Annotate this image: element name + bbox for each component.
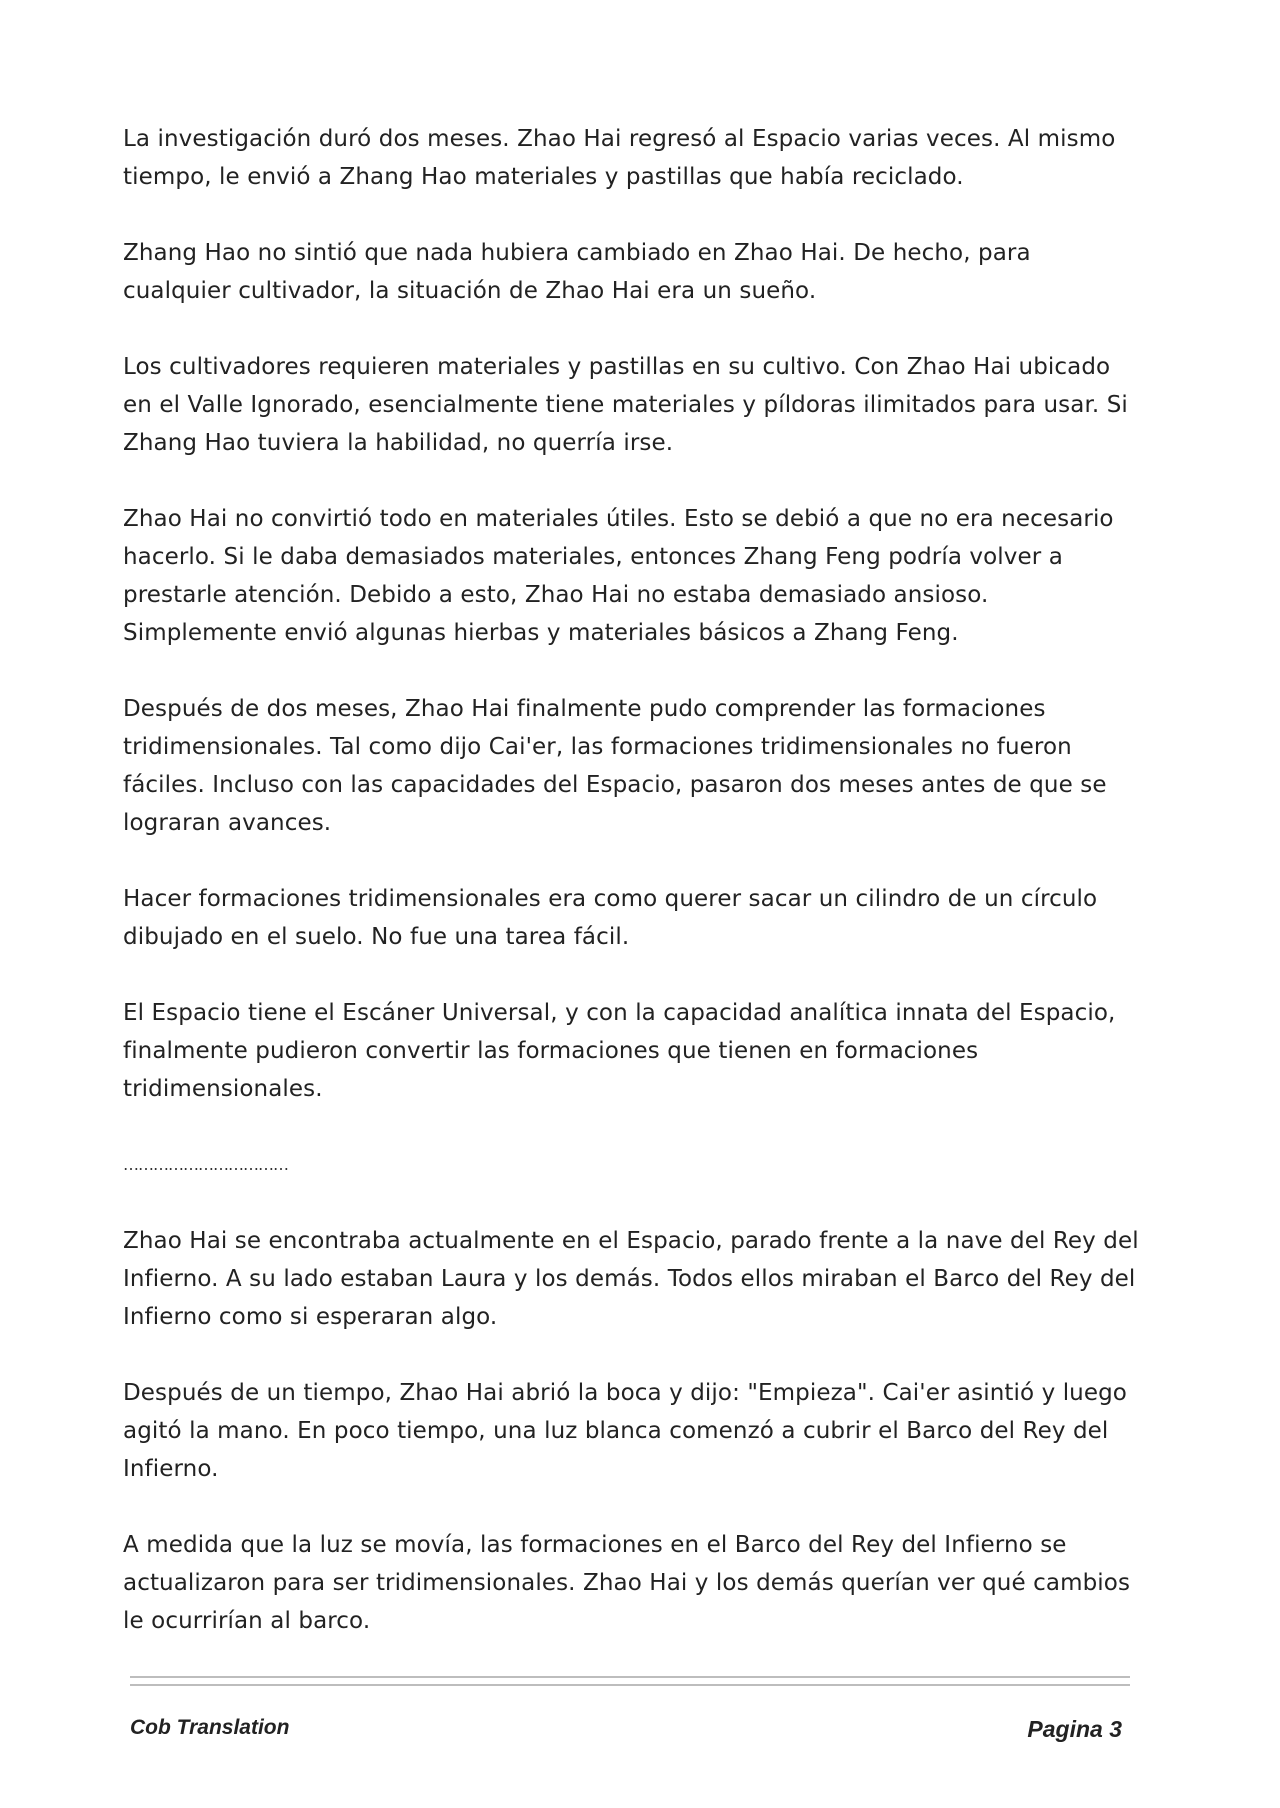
footer-divider xyxy=(130,1676,1130,1678)
paragraph: Después de un tiempo, Zhao Hai abrió la boca y dijo: "Empieza". Cai'er asintió y luego agitó la mano. En poco tiempo, una luz blanca comenzó a cubrir el Barco del Rey del Infierno. xyxy=(123,1380,1127,1482)
section-separator: …………………………… xyxy=(123,1155,288,1174)
document-body xyxy=(123,120,1143,1678)
paragraph: Los cultivadores requieren materiales y pastillas en su cultivo. Con Zhao Hai ubicado en el Valle Ignorado, esencialmente tiene materiales y píldoras ilimitados para usar. Si Zhang Hao tuviera la habilidad, no querría irse. xyxy=(123,354,1128,456)
paragraph: Zhang Hao no sintió que nada hubiera cambiado en Zhao Hai. De hecho, para cualquier cultivador, la situación de Zhao Hai era un sueño. xyxy=(123,240,1031,304)
paragraph: El Espacio tiene el Escáner Universal, y con la capacidad analítica innata del Espacio, finalmente pudieron convertir las formaciones que tienen en formaciones tridimensionales. xyxy=(123,1000,1116,1102)
paragraph: Hacer formaciones tridimensionales era como querer sacar un cilindro de un círculo dibujado en el suelo. No fue una tarea fácil. xyxy=(123,886,1098,950)
paragraph: La investigación duró dos meses. Zhao Hai regresó al Espacio varias veces. Al mismo tiempo, le envió a Zhang Hao materiales y pastillas que había reciclado. xyxy=(123,126,1116,190)
paragraph: Zhao Hai no convirtió todo en materiales útiles. Esto se debió a que no era necesario hacerlo. Si le daba demasiados materiales, entonces Zhang Feng podría volver a prestarle atención. Debido a esto, Zhao Hai no estaba demasiado ansioso. Simplemente envió algunas hierbas y materiales básicos a Zhang Feng. xyxy=(123,506,1114,646)
footer-page-number: Pagina 3 xyxy=(1027,1716,1122,1742)
paragraph: A medida que la luz se movía, las formaciones en el Barco del Rey del Infierno se actualizaron para ser tridimensionales. Zhao Hai y los demás querían ver qué cambios le ocurrirían al barco. xyxy=(123,1532,1131,1634)
paragraph: Después de dos meses, Zhao Hai finalmente pudo comprender las formaciones tridimensionales. Tal como dijo Cai'er, las formaciones tridimensionales no fueron fáciles. Incluso con las capacidades del Espacio, pasaron dos meses antes de que se lograran avances. xyxy=(123,696,1107,836)
footer-translator-credit: Cob Translation xyxy=(130,1716,290,1739)
paragraph: Zhao Hai se encontraba actualmente en el Espacio, parado frente a la nave del Rey del Infierno. A su lado estaban Laura y los demás. Todos ellos miraban el Barco del Rey del Infierno como si esperaran algo. xyxy=(123,1228,1139,1330)
footer-divider xyxy=(130,1684,1130,1686)
